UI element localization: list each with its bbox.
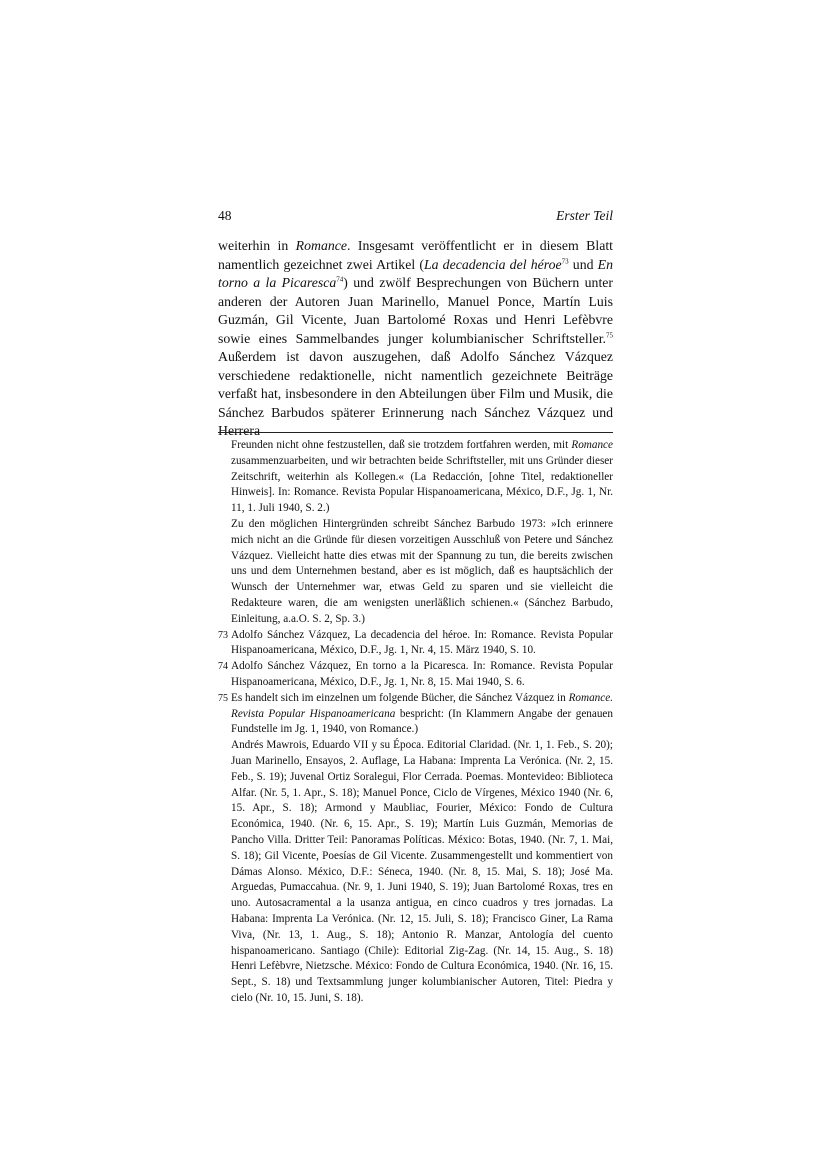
footnote-span: Freunden nicht ohne festzustellen, daß sie trotzdem fortfahren werden, mit [231,439,572,451]
footnote-74 [218,659,613,691]
footnote-text: Adolfo Sánchez Vázquez, La decadencia del héroe. In: Romance. Revista Popular Hispanoamericana, México, D.F., Jg. 1, Nr. 4, 15. März 1940, S. 10. [231,628,613,657]
footnote-span: Andrés Mawrois, Eduardo VII y su Época. Editorial Claridad. (Nr. 1, 1. Feb., S. 20); Juan Marinello, Ensayos, 2. Auflage, La Habana: Imprenta La Verónica. (Nr. 2, 15. Feb., S. 19); Juvenal Ortiz Soralegui, Flor Cerrada. Poemas. Montevideo: Biblioteca Alfar. (Nr. 5, 1. Apr., S. 18); Manuel Ponce, Ciclo de Vírgenes, México 1940 (Nr. 6, 15. Apr., S. 18); Armond y Maubliac, Fourier, México: Fondo de Cultura Económica, 1940. (Nr. 6, 15. Apr., S. 19); Martín Luis Guzmán, Memorias de Pancho Villa. Dritter Teil: Panoramas Políticas. México: Botas, 1940. (Nr. 7, 1. Mai, S. 18); Gil Vicente, Poesías de Gil Vicente. Zusammengestellt und kommentiert von Dámas Alonso. México, D.F.: Séneca, 1940. (Nr. 8, 15. Mai, S. 18); José Ma. Arguedas, Pumaccahua. (Nr. 9, 1. Juni 1940, S. 19); Juan Bartolomé Roxas, tres en uno. Autosacramental a la usanza antigua, en cinco cuadros y tres jornadas. La Habana: Imprenta La Verónica. (Nr. 12, 15. Juli, S. 18); Francisco Giner, La Rama Viva, (Nr. 13, 1. Aug., S. 18); Antonio R. Manzar, Antología del cuento hispanoamericano. Santiago (Chile): Editorial Zig-Zag. (Nr. 14, 15. Aug., S. 18) Henri Lefèbvre, Nietzsche. México: Fondo de Cultura Económica, 1940. (Nr. 16, 15. Sept., S. 18) und Textsammlung junger kolumbianischer Autoren, Titel: Piedra y cielo (Nr. 10, 15. Juni, S. 18). [231,739,613,1004]
footnote-75-list [218,738,613,1007]
footnote-span: Zu den möglichen Hintergründen schreibt Sánchez Barbudo 1973: »Ich erinnere mich nicht an die Gründe für diesen vorzeitigen Ausschluß von Petere und Sánchez Vázquez. Vielleicht hatte dies etwas mit der Spannung zu tun, die bereits zwischen uns und dem Unternehmen bestand, aber es ist möglich, daß es hauptsächlich der Wunsch der Unternehmer war, etwas Geld zu sparen und sie vielleicht die Redakteure waren, die am wenigsten unerläßlich schienen.« (Sánchez Barbudo, Einleitung, a.a.O. S. 2, Sp. 3.) [231,517,613,625]
footnotes [218,438,613,1007]
footnote-73 [218,628,613,660]
page-number: 48 [218,208,232,223]
footnote-span: bespricht: (In Klammern Angabe der genauen Fundstelle im Jg. 1, 1940, von Romance.) [231,707,613,736]
footnote-number: 73 [218,629,228,641]
footnote-text: Adolfo Sánchez Vázquez, En torno a la Picaresca. In: Romance. Revista Popular Hispanoamericana, México, D.F., Jg. 1, Nr. 8, 15. Mai 1940, S. 6. [231,660,613,688]
footnote-span: Es handelt sich im einzelnen um folgende Bücher, die Sánchez Vázquez in [231,691,569,704]
footnote-ref-74[interactable]: 74 [336,275,344,284]
footnote-continuation [218,517,613,628]
italic-term: Romance. Revista Popular Hispanoamericana [231,691,613,720]
footnote-number: 74 [218,661,228,673]
body-span: Außerdem ist davon auszugehen, daß Adolfo Sánchez Vázquez verschiedene redaktionelle, nicht namentlich gezeichnete Beiträge verfaßt hat, insbesondere in den Abteilungen über Film und Musik, die Sánchez Barbudos späterer Erinnerung nach Sánchez Vázquez und Herrera [218,349,613,438]
footnote-ref-75[interactable]: 75 [606,330,613,339]
body-span: ) und zwölf Besprechungen von Büchern unter anderen der Autoren Juan Marinello, Manuel Ponce, Martín Luis Guzmán, Gil Vicente, Juan Bartolomé Roxas und Henri Lefèbvre sowie eines Sammelbandes junger kolumbianischer Schriftsteller. [218,275,614,346]
article-title: La decadencia del héroe [423,256,562,272]
article-title: En torno a la Picaresca [218,256,613,290]
italic-term: Romance [295,238,347,253]
main-text [218,237,613,441]
footnote-number: 75 [218,692,228,704]
body-span: . Insgesamt veröffentlicht er in diesem Blatt namentlich gezeichnet zwei Artikel ( [218,238,614,272]
footnote-span: zusammenzuarbeiten, und wir betrachten beide Schriftsteller, mit uns Gründer dieser Zeitschrift, weiterhin als Kollegen.« (La Redacción, [ohne Titel, redaktioneller Hinweis]. In: Romance. Revista Popular Hispanoamericana, México, D.F., Jg. 1, Nr. 11, 1. Juli 1940, S. 2.) [231,454,613,515]
body-paragraph [218,237,613,441]
footnote-separator [218,432,613,433]
body-span: und [568,256,598,272]
body-span: weiterhin in [218,238,296,253]
footnote-ref-73[interactable]: 73 [561,256,569,265]
italic-term: Romance [571,439,613,451]
running-header [218,208,613,226]
footnote-75 [218,691,613,738]
running-title: Erster Teil [556,208,613,223]
footnote-continuation [218,438,613,517]
